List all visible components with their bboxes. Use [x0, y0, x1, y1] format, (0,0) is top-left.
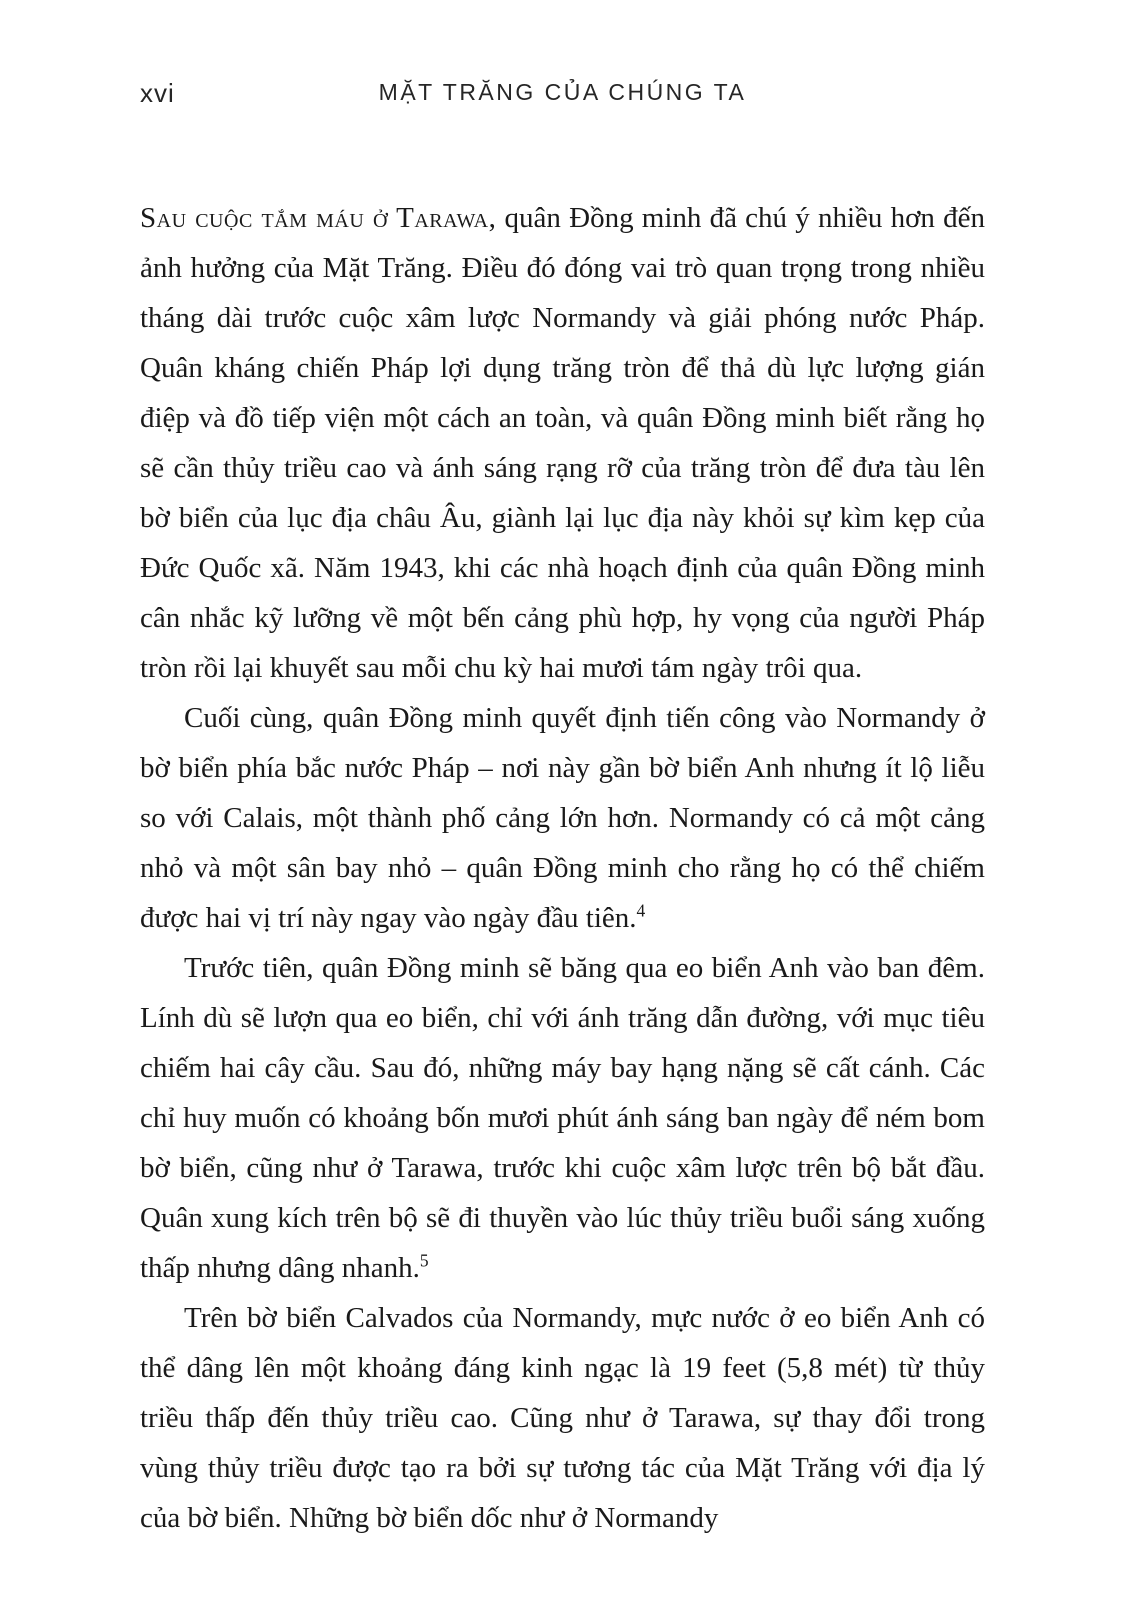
page-header: [140, 78, 985, 108]
text-segment: Trước tiên, quân Đồng minh sẽ băng qua eo biển Anh vào ban đêm. Lính dù sẽ lượn qua eo biển, chỉ với ánh trăng dẫn đường, với mục tiêu chiếm hai cây cầu. Sau đó, những máy bay hạng nặng sẽ cất cánh. Các chỉ huy muốn có khoảng bốn mươi phút ánh sáng ban ngày để ném bom bờ biển, cũng như ở Tarawa, trước khi cuộc xâm lược trên bộ bắt đầu. Quân xung kích trên bộ sẽ đi thuyền vào lúc thủy triều buổi sáng xuống thấp nhưng dâng nhanh.: [140, 952, 985, 1284]
body-text: [140, 193, 985, 1543]
footnote-reference: 5: [419, 1250, 429, 1271]
text-segment: Trên bờ biển Calvados của Normandy, mực nước ở eo biển Anh có thể dâng lên một khoảng đáng kinh ngạc là 19 feet (5,8 mét) từ thủy triều thấp đến thủy triều cao. Cũng như ở Tarawa, sự thay đổi trong vùng thủy triều được tạo ra bởi sự tương tác của Mặt Trăng với địa lý của bờ biển. Những bờ biển dốc như ở Normandy: [140, 1302, 985, 1534]
paragraph: [140, 193, 985, 693]
paragraph: [140, 1293, 985, 1543]
smallcaps-lead: Sau cuộc tắm máu ở Tarawa,: [140, 202, 497, 234]
paragraph: [140, 943, 985, 1293]
text-segment: quân Đồng minh đã chú ý nhiều hơn đến ảnh hưởng của Mặt Trăng. Điều đó đóng vai trò quan trọng trong nhiều tháng dài trước cuộc xâm lược Normandy và giải phóng nước Pháp. Quân kháng chiến Pháp lợi dụng trăng tròn để thả dù lực lượng gián điệp và đồ tiếp viện một cách an toàn, và quân Đồng minh biết rằng họ sẽ cần thủy triều cao và ánh sáng rạng rỡ của trăng tròn để đưa tàu lên bờ biển của lục địa châu Âu, giành lại lục địa này khỏi sự kìm kẹp của Đức Quốc xã. Năm 1943, khi các nhà hoạch định của quân Đồng minh cân nhắc kỹ lưỡng về một bến cảng phù hợp, hy vọng của người Pháp tròn rồi lại khuyết sau mỗi chu kỳ hai mươi tám ngày trôi qua.: [140, 202, 985, 684]
footnote-reference: 4: [636, 900, 646, 921]
page-number: xvi: [140, 78, 175, 108]
paragraph: [140, 693, 985, 943]
text-segment: Cuối cùng, quân Đồng minh quyết định tiến công vào Normandy ở bờ biển phía bắc nước Pháp – nơi này gần bờ biển Anh nhưng ít lộ liễu so với Calais, một thành phố cảng lớn hơn. Normandy có cả một cảng nhỏ và một sân bay nhỏ – quân Đồng minh cho rằng họ có thể chiếm được hai vị trí này ngay vào ngày đầu tiên.: [140, 702, 985, 934]
running-title: MẶT TRĂNG CỦA CHÚNG TA: [378, 79, 747, 105]
